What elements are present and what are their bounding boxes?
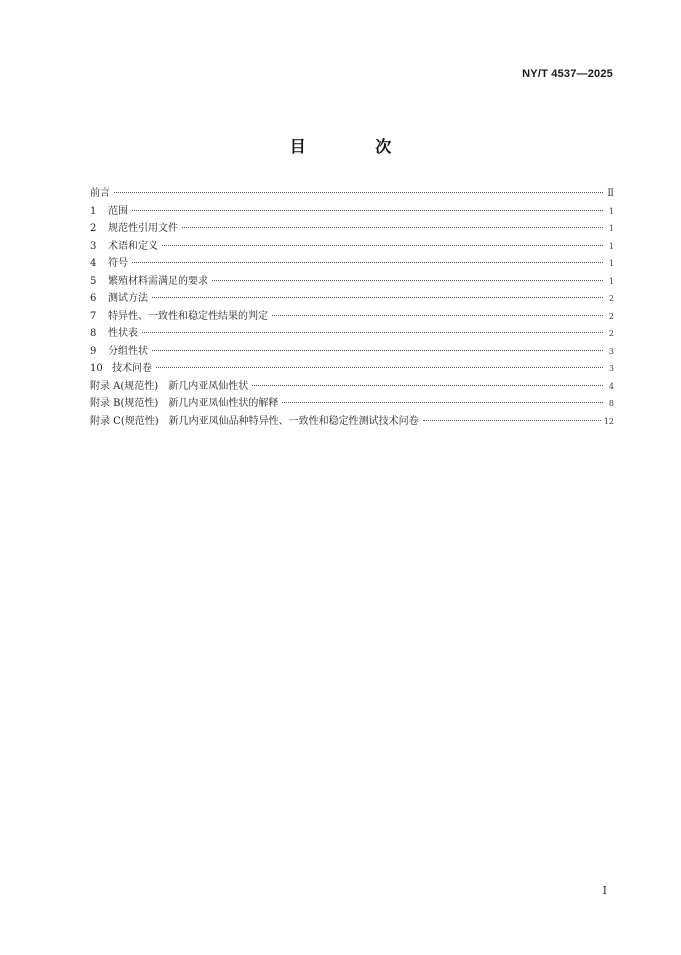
toc-leader-dots	[252, 385, 603, 386]
toc-entry-page: 2	[608, 311, 614, 321]
annex-label: 附录 B(规范性)	[90, 398, 159, 409]
toc-entry-page: 1	[608, 241, 614, 251]
toc-entry-text: 规范性引用文件	[108, 223, 178, 234]
toc-entry-text: 术语和定义	[108, 240, 158, 252]
annex-title: 新几内亚凤仙品种特异性、一致性和稳定性测试技术问卷	[168, 415, 419, 427]
toc-entry-page: 2	[608, 294, 614, 303]
toc-entry-page: 1	[608, 276, 614, 286]
toc-entry-page: 3	[608, 364, 614, 373]
toc-list	[90, 185, 614, 430]
toc-entry-foreword[interactable]	[90, 185, 614, 203]
toc-leader-dots	[152, 350, 603, 351]
toc-leader-dots	[423, 420, 601, 421]
toc-entry-page: 2	[608, 329, 614, 338]
toc-leader-dots	[182, 227, 603, 228]
toc-entry-page: 1	[608, 224, 614, 233]
toc-entry-number: 2	[90, 223, 97, 234]
toc-entry-1[interactable]	[90, 203, 614, 221]
toc-entry-text: 符号	[108, 258, 128, 269]
toc-leader-dots	[212, 280, 603, 281]
toc-entry-number: 9	[90, 345, 97, 357]
toc-entry-text	[90, 413, 419, 431]
toc-entry-page: 1	[608, 206, 614, 216]
toc-leader-dots	[142, 332, 603, 333]
toc-entry-text: 技术问卷	[112, 363, 152, 374]
toc-leader-dots	[282, 402, 603, 403]
toc-entry-9[interactable]	[90, 343, 614, 361]
toc-entry-5[interactable]	[90, 273, 614, 291]
toc-leader-dots	[162, 245, 603, 246]
annex-label: 附录 C(规范性)	[90, 415, 159, 427]
toc-entry-number: 6	[90, 293, 97, 304]
toc-entry-text: 测试方法	[108, 293, 148, 304]
toc-entry-annex-a[interactable]	[90, 378, 614, 396]
toc-entry-text: 分组性状	[108, 345, 148, 357]
toc-entry-page: 8	[608, 399, 614, 408]
toc-entry-number: 10	[90, 363, 103, 374]
toc-entry-text	[90, 378, 248, 396]
footer-page-number: I	[602, 884, 607, 897]
toc-entry-page: 4	[608, 381, 614, 391]
toc-entry-8[interactable]	[90, 325, 614, 343]
toc-entry-number: 7	[90, 310, 97, 322]
toc-entry-page: 12	[603, 416, 614, 426]
toc-entry-text	[90, 395, 278, 413]
toc-entry-text: 范围	[108, 205, 128, 217]
toc-entry-number: 5	[90, 275, 97, 287]
annex-title: 新几内亚凤仙性状	[168, 380, 249, 392]
toc-entry-page: Ⅱ	[607, 188, 614, 199]
toc-entry-page: 1	[608, 259, 614, 268]
toc-entry-text: 性状表	[108, 328, 138, 339]
toc-entry-2[interactable]	[90, 220, 614, 238]
toc-leader-dots	[132, 210, 603, 211]
toc-leader-dots	[132, 262, 603, 263]
toc-entry-number: 4	[90, 258, 97, 269]
toc-entry-page: 3	[608, 346, 614, 356]
toc-entry-3[interactable]	[90, 238, 614, 256]
standard-number: NY/T 4537—2025	[522, 68, 613, 80]
toc-entry-number: 3	[90, 240, 97, 252]
toc-entry-text: 前言	[90, 188, 110, 199]
annex-title: 新几内亚凤仙性状的解释	[168, 398, 279, 409]
toc-leader-dots	[156, 367, 603, 368]
toc-leader-dots	[152, 297, 603, 298]
toc-entry-number: 1	[90, 205, 97, 217]
toc-entry-4[interactable]	[90, 255, 614, 273]
toc-leader-dots	[114, 192, 603, 193]
toc-entry-6[interactable]	[90, 290, 614, 308]
annex-label: 附录 A(规范性)	[90, 380, 159, 392]
toc-entry-text: 特异性、一致性和稳定性结果的判定	[108, 310, 268, 322]
toc-entry-annex-c[interactable]	[90, 413, 614, 431]
toc-entry-7[interactable]	[90, 308, 614, 326]
toc-leader-dots	[272, 315, 603, 316]
toc-entry-annex-b[interactable]	[90, 395, 614, 413]
toc-entry-number: 8	[90, 328, 97, 339]
toc-entry-text: 繁殖材料需满足的要求	[108, 275, 208, 287]
toc-entry-10[interactable]	[90, 360, 614, 378]
toc-title: 目 次	[289, 137, 424, 156]
